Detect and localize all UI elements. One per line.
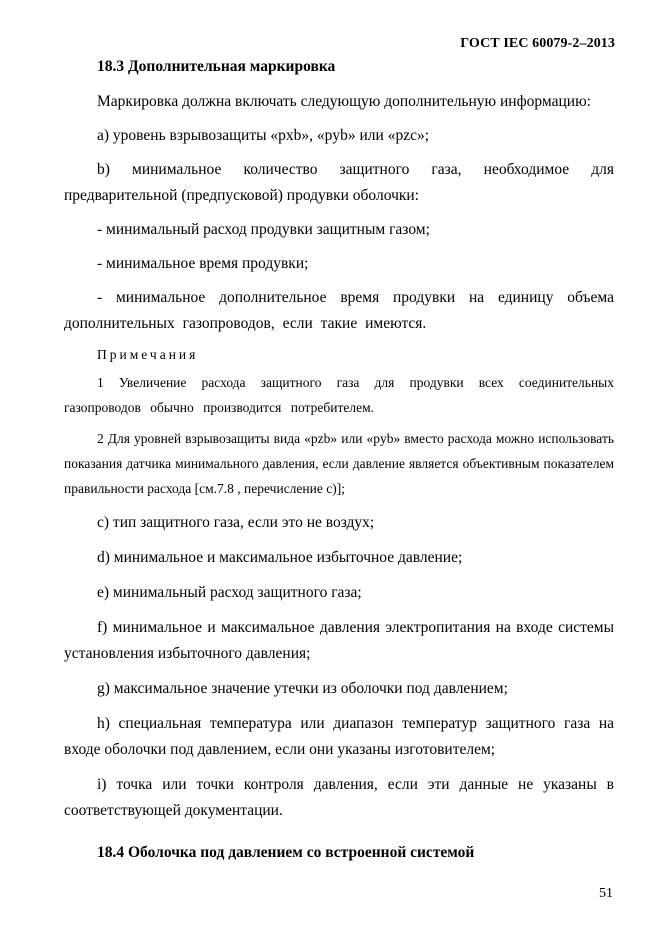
dash-item-3: - минимальное дополнительное время продувки на единицу объема дополнительных газопроводов, если такие имеются. — [64, 289, 614, 332]
page-number: 51 — [599, 886, 613, 901]
page-content — [64, 58, 614, 862]
item-f: f) минимальное и максимальное давления электропитания на входе системы установления избыточного давления; — [64, 619, 614, 662]
section-heading-18-3: 18.3 Дополнительная маркировка — [97, 58, 336, 75]
section-heading-18-4: 18.4 Оболочка под давлением со встроенной системой — [97, 844, 475, 861]
dash-item-1: - минимальный расход продувки защитным газом; — [97, 221, 430, 238]
item-h: h) специальная температура или диапазон температур защитного газа на входе оболочки под давлением, если они указаны изготовителем; — [64, 715, 614, 758]
notes-title: Примечания — [97, 347, 199, 362]
item-i: i) точка или точки контроля давления, если эти данные не указаны в соответствующей документации. — [64, 776, 614, 819]
item-b-line-2: предварительной (предпусковой) продувки оболочки: — [64, 187, 419, 204]
item-b — [64, 157, 614, 209]
item-g: g) максимальное значение утечки из оболочки под давлением; — [97, 680, 508, 697]
item-e: e) минимальный расход защитного газа; — [97, 584, 362, 601]
item-d: d) минимальное и максимальное избыточное давление; — [97, 549, 463, 566]
note-2: 2 Для уровней взрывозащиты вида «pzb» или «pyb» вместо расхода можно использовать показания датчика минимального давления, если давление является объективным показателем правильности расхода [см.7.8 , перечисление c)]; — [64, 431, 614, 496]
intro-paragraph: Маркировка должна включать следующую дополнительную информацию: — [97, 93, 591, 110]
note-1: 1 Увеличение расхода защитного газа для продувки всех соединительных газопроводов обычно производится потребителем. — [64, 375, 614, 415]
item-b-line-1: b) минимальное количество защитного газа, необходимое для — [97, 161, 614, 178]
item-a: a) уровень взрывозащиты «pxb», «pyb» или «pzc»; — [97, 127, 430, 144]
item-c: c) тип защитного газа, если это не воздух; — [97, 514, 375, 531]
dash-item-2: - минимальное время продувки; — [97, 255, 309, 272]
document-header: ГОСТ IEC 60079-2–2013 — [460, 36, 615, 51]
